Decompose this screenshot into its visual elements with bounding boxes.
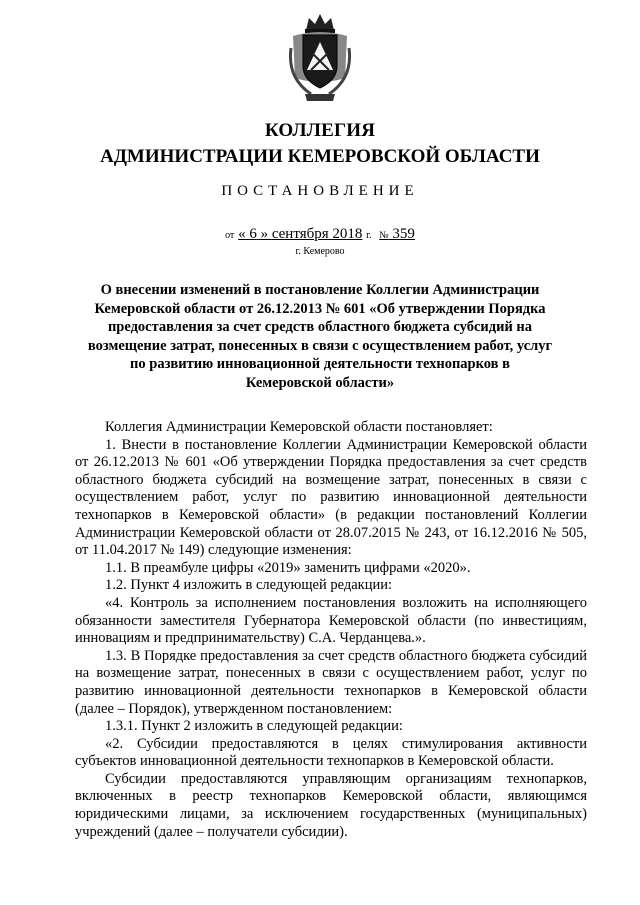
date-day-group [238,226,362,242]
body-paragraph: 1.2. Пункт 4 изложить в следующей редакции: [105,577,393,594]
body-paragraph: 1.3. В Порядке предоставления за счет средств областного бюджета субсидий на возмещение затрат, понесенных в связи с осуществлением работ, услуг по развитию инновационной деятельности технопарков в Кемеровской области (далее – Порядок), утвержденном постановлением: [75,647,587,717]
document-number: 359 [392,226,415,242]
number-label: № [379,230,389,241]
body-paragraph: «2. Субсидии предоставляются в целях стимулирования активности субъектов инновационной деятельности технопарков в Кемеровской области. [75,735,587,770]
document-city: г. Кемерово [295,246,345,257]
date-day: 6 [249,226,257,242]
document-type: ПОСТАНОВЛЕНИЕ [221,183,419,199]
coat-of-arms-emblem [287,8,353,104]
body-paragraph: 1.1. В преамбуле цифры «2019» заменить цифрами «2020». [105,559,471,576]
organization-name-line-1: КОЛЛЕГИЯ [264,120,376,141]
date-prefix: от [225,230,235,241]
body-paragraph: 1.3.1. Пункт 2 изложить в следующей редакции: [105,718,403,735]
date-open-quote: « [238,226,246,242]
date-close-quote: » [260,226,269,242]
document-date-line [0,226,640,243]
organization-name-line-2: АДМИНИСТРАЦИИ КЕМЕРОВСКОЙ ОБЛАСТИ [100,146,540,167]
document-number-group [379,226,415,242]
body-paragraph: Коллегия Администрации Кемеровской области постановляет: [105,419,493,435]
body-paragraph: Субсидии предоставляются управляющим организациям технопарков, включенных в реестр технопарков Кемеровской области, являющимся юридическими лицами, за исключением государственных (муниципальных) учреждений (далее – получатели субсидии). [75,770,587,840]
body-paragraph: «4. Контроль за исполнением постановления возложить на исполняющего обязанности заместителя Губернатора Кемеровской области (по инвестициям, инновациям и предпринимательству) С.А. Черданцева.». [75,594,587,647]
document-title: О внесении изменений в постановление Коллегии Администрации Кемеровской области от 26.12.2013 № 601 «Об утверждении Порядка предоставления за счет средств областного бюджета субсидий на возмещение затрат, понесенных в связи с осуществлением работ, услуг по развитию инновационной деятельности технопарков в Кемеровской области» [87,282,553,391]
date-month-year: сентября 2018 [271,226,363,242]
document-body [75,419,587,841]
date-year-suffix: г. [366,230,372,241]
body-paragraph: 1. Внести в постановление Коллегии Администрации Кемеровской области от 26.12.2013 № 601 «Об утверждении Порядка предоставления за счет средств областного бюджета субсидий на возмещение затрат, понесенных в связи с осуществлением работ, услуг по развитию инновационной деятельности технопарков в Кемеровской области» (в редакции постановлений Коллегии Администрации Кемеровской области от 28.07.2015 № 243, от 16.12.2016 № 505, от 11.04.2017 № 149) следующие изменения: [75,436,587,559]
